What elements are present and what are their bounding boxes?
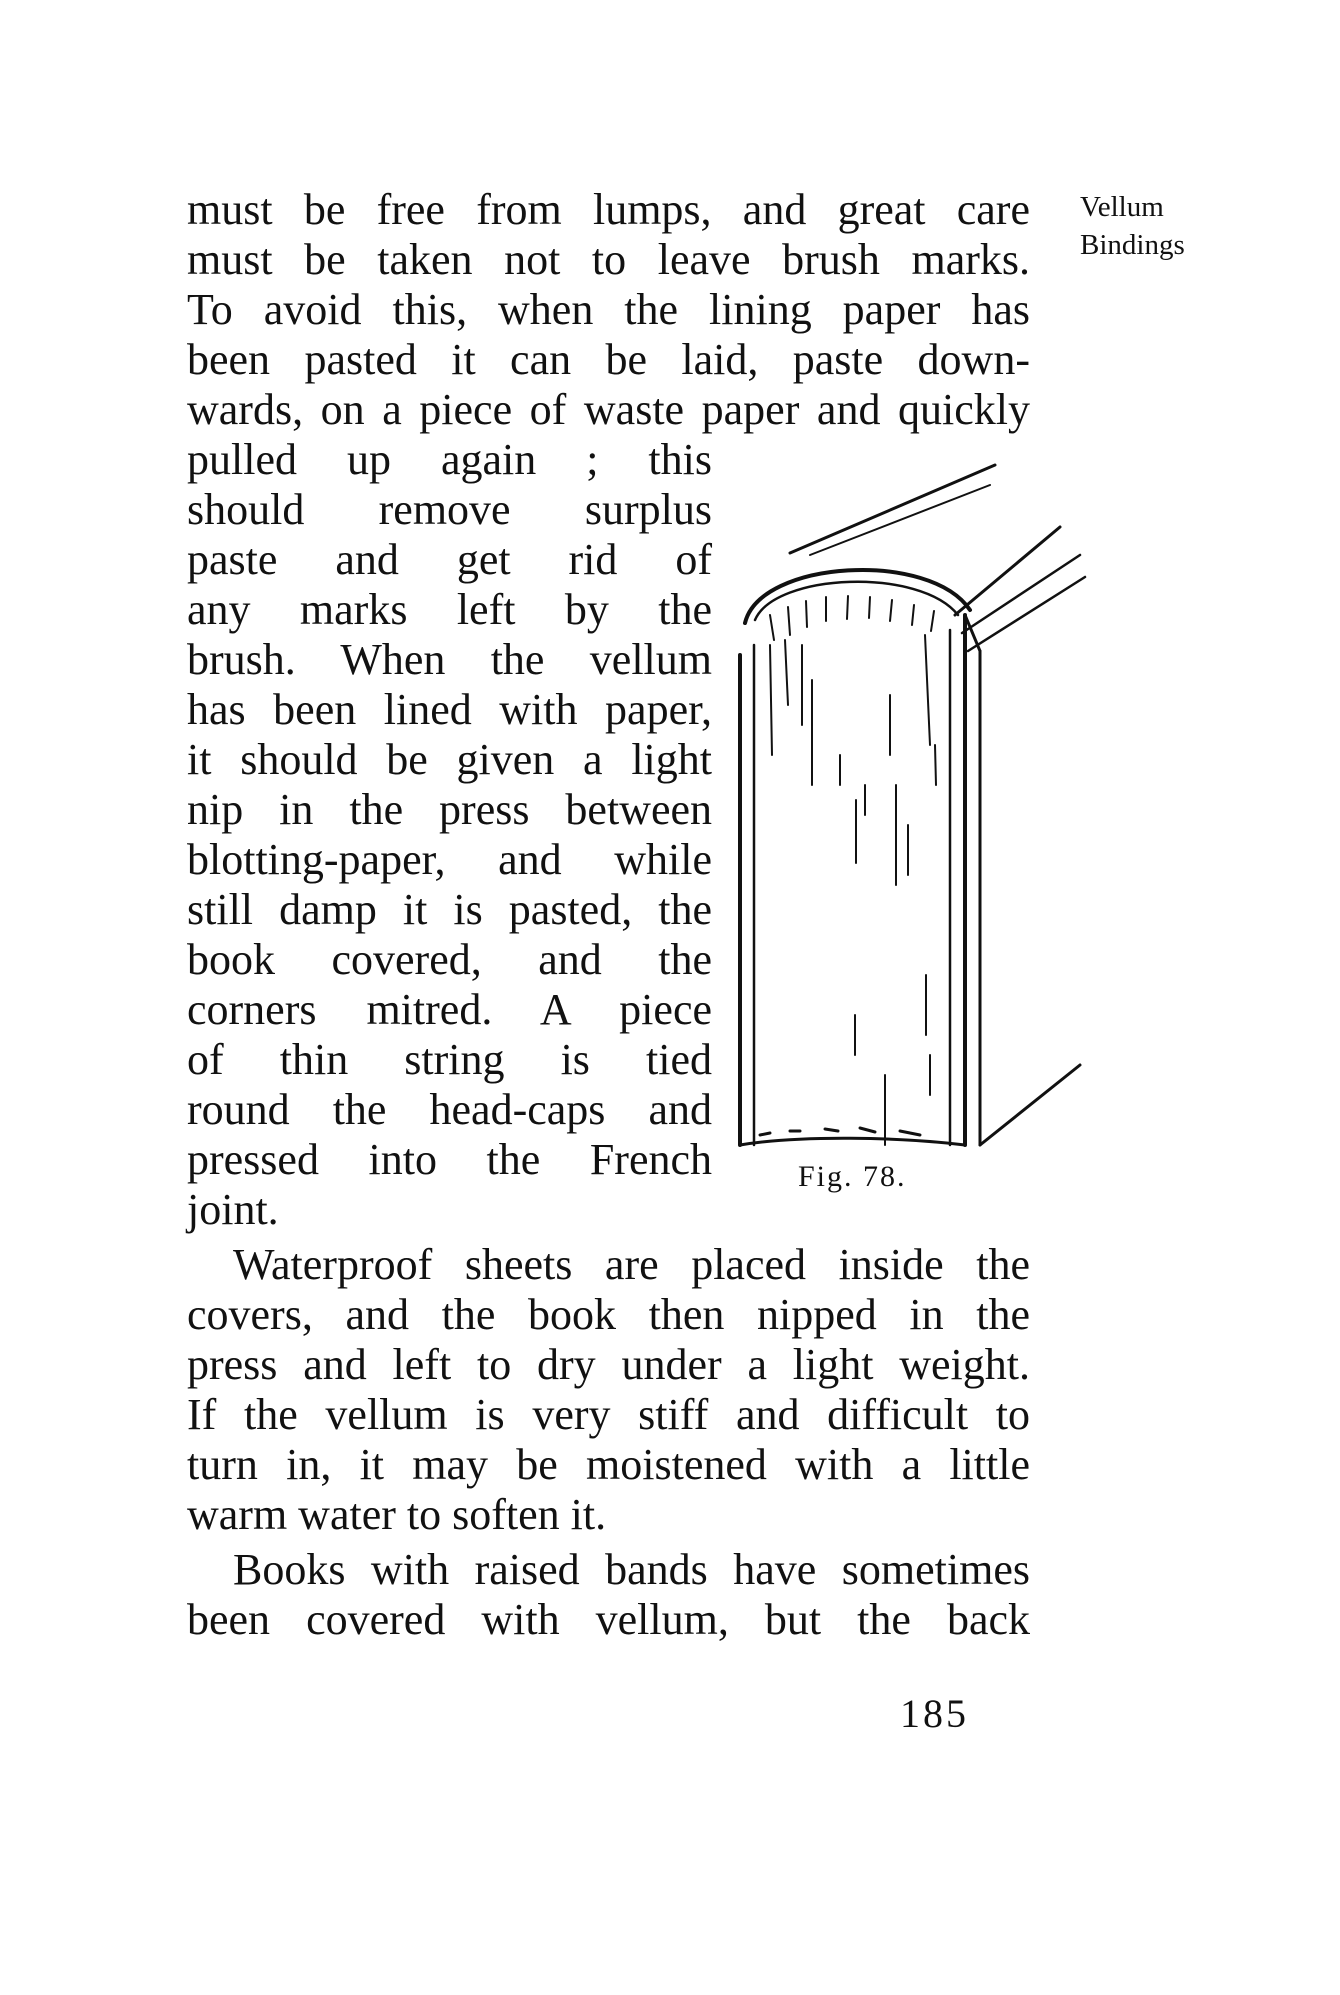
text-line: has been lined with paper, bbox=[187, 685, 712, 734]
text-line: wards, on a piece of waste paper and quickly bbox=[187, 385, 1030, 434]
text-line: Waterproof sheets are placed inside the bbox=[233, 1240, 1030, 1289]
text-line: pressed into the French bbox=[187, 1135, 712, 1184]
text-line: still damp it is pasted, the bbox=[187, 885, 712, 934]
text-line: nip in the press between bbox=[187, 785, 712, 834]
text-line: covers, and the book then nipped in the bbox=[187, 1290, 1030, 1339]
vellum-book-figure bbox=[730, 455, 1090, 1200]
text-line: should remove surplus bbox=[187, 485, 712, 534]
margin-note bbox=[1080, 188, 1185, 264]
text-line: it should be given a light bbox=[187, 735, 712, 784]
text-line: book covered, and the bbox=[187, 935, 712, 984]
text-line: paste and get rid of bbox=[187, 535, 712, 584]
text-line: of thin string is tied bbox=[187, 1035, 712, 1084]
text-line: press and left to dry under a light weight. bbox=[187, 1340, 1030, 1389]
text-line: been covered with vellum, but the back bbox=[187, 1595, 1030, 1644]
text-line: been pasted it can be laid, paste down- bbox=[187, 335, 1030, 384]
text-line: must be taken not to leave brush marks. bbox=[187, 235, 1030, 284]
text-line: To avoid this, when the lining paper has bbox=[187, 285, 1030, 334]
figure-caption: Fig. 78. bbox=[798, 1160, 907, 1193]
text-line: blotting-paper, and while bbox=[187, 835, 712, 884]
text-line: corners mitred. A piece bbox=[187, 985, 712, 1034]
text-line: any marks left by the bbox=[187, 585, 712, 634]
text-line: turn in, it may be moistened with a little bbox=[187, 1440, 1030, 1489]
text-line: Books with raised bands have sometimes bbox=[233, 1545, 1030, 1594]
margin-note-line: Vellum bbox=[1080, 191, 1164, 223]
text-line: If the vellum is very stiff and difficult to bbox=[187, 1390, 1030, 1439]
page-number: 185 bbox=[900, 1691, 969, 1736]
margin-note-line: Bindings bbox=[1080, 229, 1185, 261]
text-line: brush. When the vellum bbox=[187, 635, 712, 684]
text-line: round the head-caps and bbox=[187, 1085, 712, 1134]
text-line: pulled up again ; this bbox=[187, 435, 712, 484]
text-line: joint. bbox=[187, 1185, 279, 1234]
text-line: must be free from lumps, and great care bbox=[187, 185, 1030, 234]
text-line: warm water to soften it. bbox=[187, 1490, 607, 1539]
